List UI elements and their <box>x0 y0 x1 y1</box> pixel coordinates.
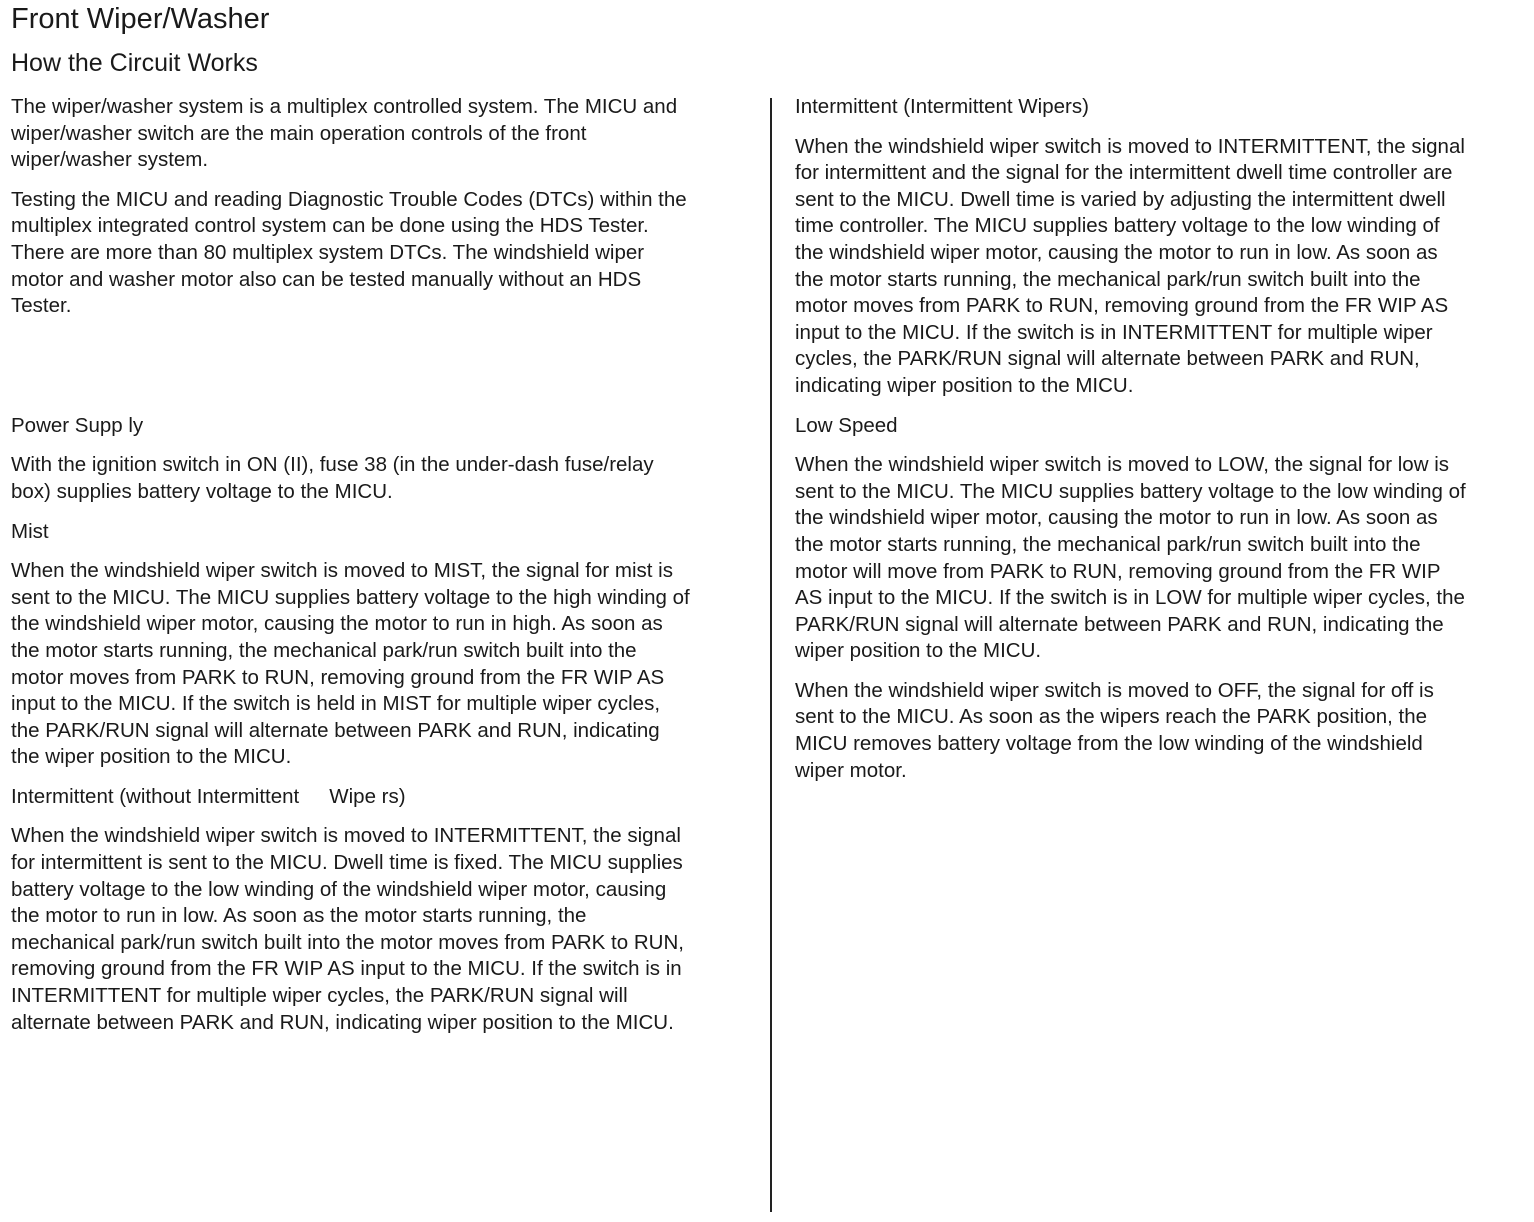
intermittent-without-heading-part-1: Intermittent (without Intermittent <box>11 784 300 808</box>
power-supply-heading: Power Supp ly <box>11 413 144 437</box>
text-line: AS input to the MICU. If the switch is in LOW for multiple wiper cycles, the <box>795 586 1465 610</box>
text-line: PARK/RUN signal will alternate between PARK and RUN, indicating the <box>795 612 1444 636</box>
right-column <box>795 94 1530 797</box>
text-line: Tester. <box>11 294 72 318</box>
text-line: cycles, the PARK/RUN signal will alternate between PARK and RUN, <box>795 347 1420 371</box>
text-line: When the windshield wiper switch is moved to LOW, the signal for low is <box>795 453 1449 477</box>
low-speed-paragraph <box>795 452 1530 665</box>
text-line: battery voltage to the low winding of the windshield wiper motor, causing <box>11 877 667 901</box>
left-column <box>11 94 756 1049</box>
text-line: the PARK/RUN signal will alternate between PARK and RUN, indicating <box>11 718 660 742</box>
text-line: the windshield wiper motor, causing the motor to run in low. As soon as <box>795 506 1438 530</box>
intro-paragraph-2 <box>11 187 756 320</box>
intermittent-wipers-heading: Intermittent (Intermittent Wipers) <box>795 95 1089 118</box>
text-line: MICU removes battery voltage from the low winding of the windshield <box>795 732 1423 756</box>
text-line: time controller. The MICU supplies battery voltage to the low winding of <box>795 214 1440 238</box>
text-line: The wiper/washer system is a multiplex controlled system. The MICU and <box>11 95 678 118</box>
text-line: indicating wiper position to the MICU. <box>795 373 1134 397</box>
text-line: for intermittent is sent to the MICU. Dwell time is fixed. The MICU supplies <box>11 851 683 875</box>
text-line: multiplex integrated control system can be done using the HDS Tester. <box>11 214 649 238</box>
text-line: the motor starts running, the mechanical park/run switch built into the <box>795 532 1421 556</box>
text-line: the motor starts running, the mechanical park/run switch built into the <box>795 267 1421 291</box>
text-line: sent to the MICU. As soon as the wipers reach the PARK position, the <box>795 705 1428 729</box>
intermittent-without-heading-part-2: Wipe rs) <box>329 784 406 808</box>
text-line: motor will move from PARK to RUN, removing ground from the FR WIP <box>795 559 1441 583</box>
text-line: box) supplies battery voltage to the MICU. <box>11 479 393 503</box>
off-paragraph <box>795 678 1530 784</box>
text-line: input to the MICU. If the switch is held in MIST for multiple wiper cycles, <box>11 692 661 716</box>
text-line: When the windshield wiper switch is moved to OFF, the signal for off is <box>795 678 1434 702</box>
text-line: wiper/washer system. <box>11 148 209 172</box>
text-line: the motor starts running, the mechanical park/run switch built into the <box>11 638 637 662</box>
text-line: motor and washer motor also can be tested manually without an HDS <box>11 267 642 291</box>
text-line: INTERMITTENT for multiple wiper cycles, the PARK/RUN signal will <box>11 984 628 1008</box>
intermittent-without-heading <box>11 784 756 811</box>
text-line: There are more than 80 multiplex system DTCs. The windshield wiper <box>11 240 645 264</box>
text-line: the wiper position to the MICU. <box>11 745 292 769</box>
text-line: the windshield wiper motor, causing the motor to run in high. As soon as <box>11 612 663 636</box>
page-title: Front Wiper/Washer <box>11 3 270 35</box>
text-line: motor moves from PARK to RUN, removing ground from the FR WIP AS <box>795 294 1449 318</box>
blank-space <box>11 333 756 413</box>
text-line: wiper/washer switch are the main operation controls of the front <box>11 121 587 145</box>
text-line: removing ground from the FR WIP AS input to the MICU. If the switch is in <box>11 957 682 981</box>
intermittent-wipers-paragraph <box>795 134 1530 400</box>
text-line: sent to the MICU. The MICU supplies battery voltage to the high winding of <box>11 585 690 609</box>
mist-heading: Mist <box>11 519 49 543</box>
text-line: the windshield wiper motor, causing the motor to run in low. As soon as <box>795 240 1438 264</box>
mist-paragraph <box>11 558 756 771</box>
text-line: sent to the MICU. Dwell time is varied by adjusting the intermittent dwell <box>795 187 1446 211</box>
text-line: for intermittent and the signal for the intermittent dwell time controller are <box>795 161 1453 185</box>
text-line: motor moves from PARK to RUN, removing ground from the FR WIP AS <box>11 665 665 689</box>
section-title: How the Circuit Works <box>11 49 258 77</box>
intermittent-without-paragraph <box>11 823 756 1036</box>
text-line: Testing the MICU and reading Diagnostic Trouble Codes (DTCs) within the <box>11 187 687 211</box>
text-line: the motor to run in low. As soon as the motor starts running, the <box>11 904 587 928</box>
power-supply-paragraph <box>11 452 756 505</box>
text-line: input to the MICU. If the switch is in INTERMITTENT for multiple wiper <box>795 320 1433 344</box>
text-line: wiper position to the MICU. <box>795 639 1042 663</box>
intro-paragraph-1 <box>11 94 756 174</box>
text-line: When the windshield wiper switch is moved to INTERMITTENT, the signal <box>795 134 1465 158</box>
text-line: sent to the MICU. The MICU supplies battery voltage to the low winding of <box>795 479 1466 503</box>
low-speed-heading: Low Speed <box>795 413 898 437</box>
text-line: alternate between PARK and RUN, indicating wiper position to the MICU. <box>11 1010 674 1034</box>
text-line: wiper motor. <box>795 758 907 782</box>
text-line: mechanical park/run switch built into the motor moves from PARK to RUN, <box>11 930 684 954</box>
text-line: When the windshield wiper switch is moved to MIST, the signal for mist is <box>11 559 673 583</box>
text-line: When the windshield wiper switch is moved to INTERMITTENT, the signal <box>11 824 681 848</box>
text-line: With the ignition switch in ON (II), fuse 38 (in the under-dash fuse/relay <box>11 453 654 477</box>
column-divider <box>770 98 772 1212</box>
